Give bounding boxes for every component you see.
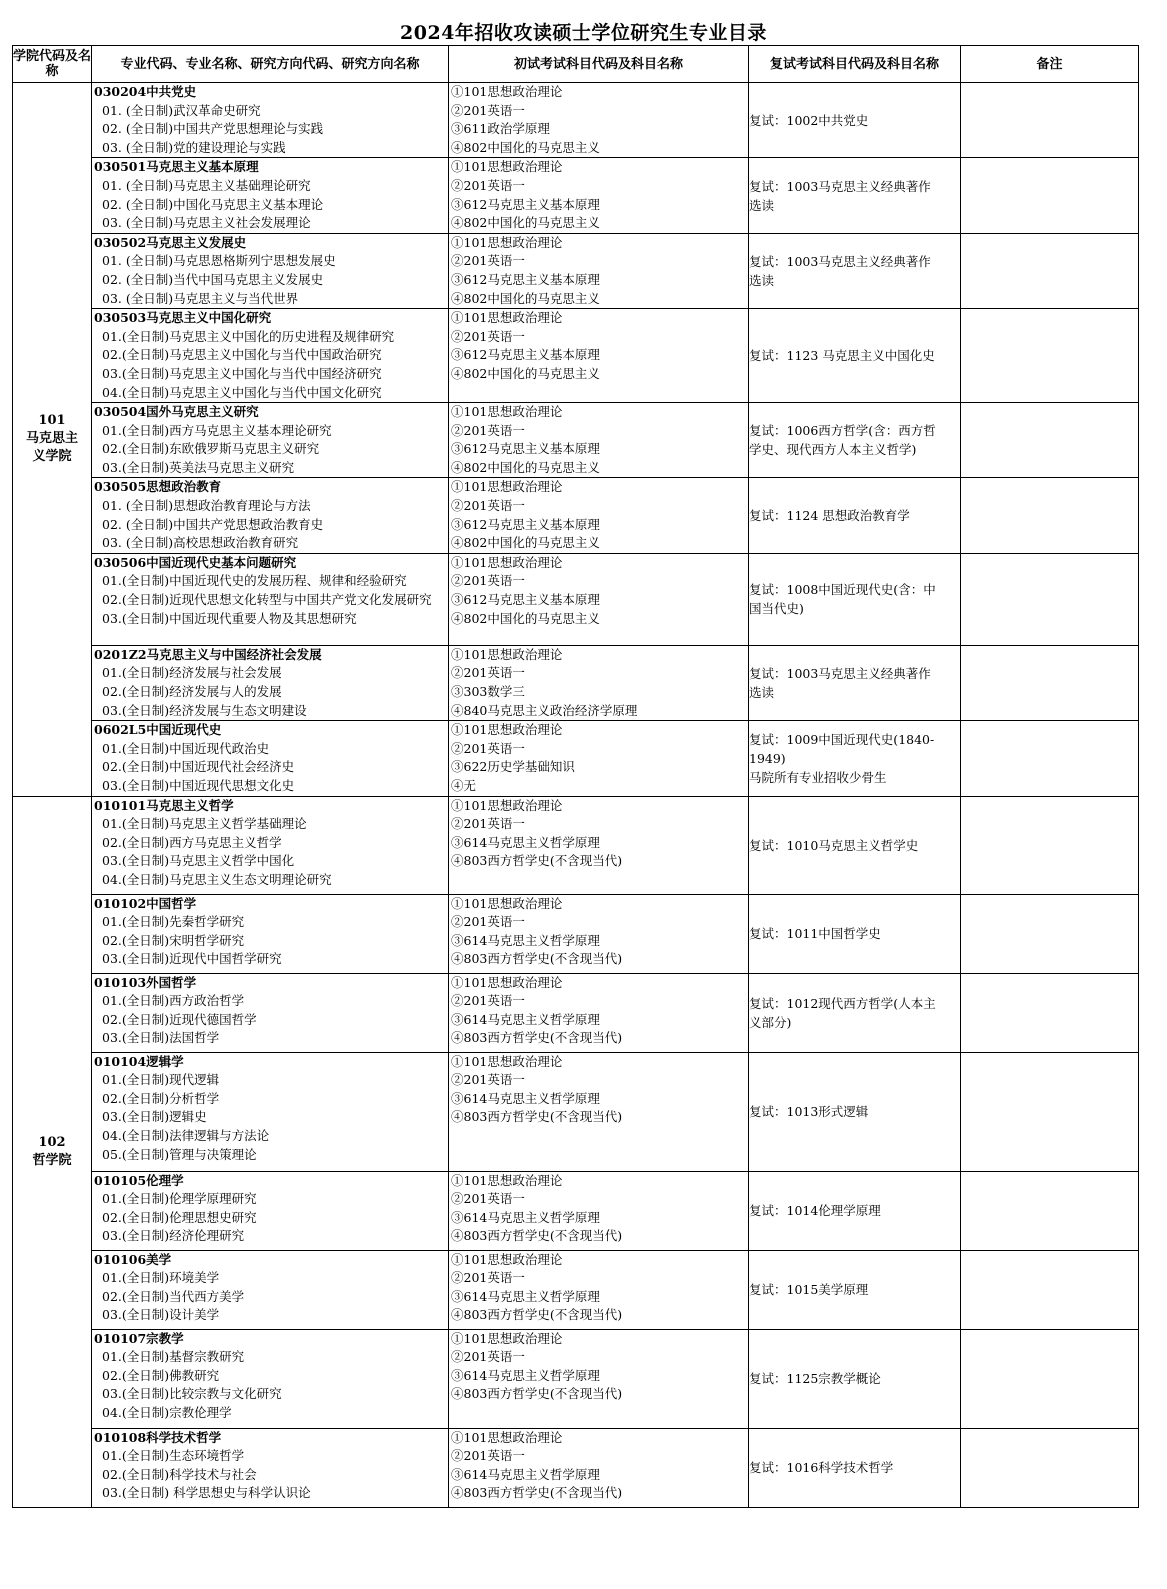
note-cell	[961, 1428, 1139, 1507]
header-major: 专业代码、专业名称、研究方向代码、研究方向名称	[92, 46, 449, 83]
catalog-table	[12, 45, 1139, 1508]
research-direction: 02.(全日制)分析哲学	[102, 1090, 220, 1106]
major-heading: 030505思想政治教育	[94, 479, 222, 495]
retest-cell	[749, 1171, 961, 1250]
major-row	[13, 403, 1139, 478]
research-direction: 02. (全日制)中国共产党思想政治教育史	[102, 516, 324, 532]
retest-cell	[749, 721, 961, 796]
header-retest: 复试考试科目代码及科目名称	[749, 46, 961, 83]
exam-subject: ①101思想政治理论	[451, 310, 563, 326]
retest-cell	[749, 309, 961, 403]
note-cell	[961, 309, 1139, 403]
retest-cell	[749, 1052, 961, 1171]
research-direction: 01.(全日制)生态环境哲学	[102, 1448, 245, 1464]
major-heading: 030506中国近现代史基本问题研究	[94, 554, 297, 570]
retest-line: 选读	[749, 685, 775, 701]
major-cell	[92, 478, 449, 553]
major-cell	[92, 1329, 449, 1428]
exam-subject: ③614马克思主义哲学原理	[451, 932, 600, 948]
research-direction: 04.(全日制)马克思主义生态文明理论研究	[102, 871, 332, 887]
major-cell	[92, 83, 449, 158]
research-direction: 01.(全日制)西方马克思主义基本理论研究	[102, 422, 332, 438]
exam-subject: ②201英语一	[451, 1448, 525, 1464]
major-row	[13, 553, 1139, 645]
research-direction: 01.(全日制)先秦哲学研究	[102, 914, 245, 930]
research-direction: 03.(全日制)经济发展与生态文明建设	[102, 702, 307, 718]
exam-subject: ①101思想政治理论	[451, 895, 563, 911]
exam-subject: ①101思想政治理论	[451, 1053, 563, 1069]
initial-exam-cell	[449, 553, 749, 645]
major-row	[13, 1428, 1139, 1507]
exam-subject: ③612马克思主义基本原理	[451, 196, 600, 212]
exam-subject: ③622历史学基础知识	[451, 759, 575, 775]
exam-subject: ①101思想政治理论	[451, 1251, 563, 1267]
exam-subject: ②201英语一	[451, 1191, 525, 1207]
exam-subject: ②201英语一	[451, 253, 525, 269]
exam-subject: ②201英语一	[451, 328, 525, 344]
retest-line: 复试：1123 马克思主义中国化史	[749, 348, 935, 364]
school-cell	[13, 796, 92, 1507]
research-direction: 02.(全日制)科学技术与社会	[102, 1466, 257, 1482]
exam-subject: ④无	[451, 778, 477, 793]
major-row	[13, 1052, 1139, 1171]
major-heading: 030501马克思主义基本原理	[94, 159, 259, 175]
school-cell	[13, 83, 92, 797]
exam-subject: ①101思想政治理论	[451, 479, 563, 495]
major-row	[13, 973, 1139, 1052]
research-direction: 01. (全日制)马克思主义基础理论研究	[102, 177, 311, 193]
research-direction: 02.(全日制)近现代思想文化转型与中国共产党文化发展研究	[102, 592, 432, 608]
retest-line: 复试：1011中国哲学史	[749, 926, 881, 942]
major-heading: 010107宗教学	[94, 1330, 184, 1346]
retest-cell	[749, 158, 961, 233]
exam-subject: ②201英语一	[451, 573, 525, 589]
research-direction: 03.(全日制)马克思主义哲学中国化	[102, 853, 295, 869]
note-cell	[961, 1329, 1139, 1428]
exam-subject: ④802中国化的马克思主义	[451, 459, 600, 475]
retest-line: 复试：1008中国近现代史(含：中	[749, 582, 936, 598]
initial-exam-cell	[449, 721, 749, 796]
exam-subject: ①101思想政治理论	[451, 974, 563, 990]
initial-exam-cell	[449, 894, 749, 973]
exam-subject: ④803西方哲学史(不含现当代)	[451, 1307, 623, 1323]
retest-line: 复试：1003马克思主义经典著作	[749, 253, 931, 269]
note-cell	[961, 894, 1139, 973]
initial-exam-cell	[449, 1428, 749, 1507]
exam-subject: ④802中国化的马克思主义	[451, 535, 600, 551]
research-direction: 03.(全日制)英美法马克思主义研究	[102, 459, 295, 475]
research-direction: 02.(全日制)佛教研究	[102, 1367, 220, 1383]
exam-subject: ①101思想政治理论	[451, 646, 563, 662]
major-cell	[92, 1171, 449, 1250]
note-cell	[961, 645, 1139, 720]
exam-subject: ④802中国化的马克思主义	[451, 365, 600, 381]
research-direction: 04.(全日制)马克思主义中国化与当代中国文化研究	[102, 384, 382, 400]
note-cell	[961, 478, 1139, 553]
research-direction: 03.(全日制)法国哲学	[102, 1030, 220, 1046]
exam-subject: ④803西方哲学史(不含现当代)	[451, 1030, 623, 1046]
header-initial-exam: 初试考试科目代码及科目名称	[449, 46, 749, 83]
retest-line: 复试：1002中共党史	[749, 112, 869, 128]
exam-subject: ④840马克思主义政治经济学原理	[451, 702, 638, 718]
research-direction: 02.(全日制)马克思主义中国化与当代中国政治研究	[102, 347, 382, 363]
retest-line: 复试：1016科学技术哲学	[749, 1460, 894, 1476]
research-direction: 02.(全日制)东欧俄罗斯马克思主义研究	[102, 441, 320, 457]
exam-subject: ③612马克思主义基本原理	[451, 441, 600, 457]
retest-cell	[749, 894, 961, 973]
major-cell	[92, 1428, 449, 1507]
exam-subject: ④802中国化的马克思主义	[451, 139, 600, 155]
research-direction: 03.(全日制)设计美学	[102, 1307, 220, 1323]
initial-exam-cell	[449, 973, 749, 1052]
note-cell	[961, 553, 1139, 645]
note-cell	[961, 83, 1139, 158]
major-row	[13, 721, 1139, 796]
major-row	[13, 645, 1139, 720]
exam-subject: ③614马克思主义哲学原理	[451, 834, 600, 850]
research-direction: 03.(全日制)马克思主义中国化与当代中国经济研究	[102, 365, 382, 381]
major-cell	[92, 973, 449, 1052]
retest-cell	[749, 1329, 961, 1428]
retest-cell	[749, 645, 961, 720]
exam-subject: ②201英语一	[451, 665, 525, 681]
retest-line: 义部分)	[749, 1014, 792, 1030]
retest-line: 复试：1012现代西方哲学(人本主	[749, 995, 936, 1011]
research-direction: 01.(全日制)马克思主义中国化的历史进程及规律研究	[102, 328, 395, 344]
major-heading: 010108科学技术哲学	[94, 1429, 222, 1445]
research-direction: 05.(全日制)管理与决策理论	[102, 1146, 257, 1162]
school-name: 马克思主义学院	[25, 431, 78, 465]
retest-line: 复试：1003马克思主义经典著作	[749, 666, 931, 682]
major-heading: 010103外国哲学	[94, 974, 197, 990]
research-direction: 02. (全日制)中国共产党思想理论与实践	[102, 121, 324, 137]
research-direction: 02.(全日制)经济发展与人的发展	[102, 684, 282, 700]
retest-line: 马院所有专业招收少骨生	[749, 769, 887, 785]
retest-line: 复试：1014伦理学原理	[749, 1203, 881, 1219]
exam-subject: ②201英语一	[451, 1349, 525, 1365]
research-direction: 02. (全日制)当代中国马克思主义发展史	[102, 271, 324, 287]
exam-subject: ③614马克思主义哲学原理	[451, 1090, 600, 1106]
exam-subject: ③614马克思主义哲学原理	[451, 1466, 600, 1482]
major-heading: 030502马克思主义发展史	[94, 234, 247, 250]
retest-line: 选读	[749, 272, 775, 288]
major-row	[13, 1250, 1139, 1329]
retest-line: 学史、现代西方人本主义哲学)	[749, 442, 917, 458]
initial-exam-cell	[449, 1329, 749, 1428]
initial-exam-cell	[449, 645, 749, 720]
major-cell	[92, 796, 449, 894]
research-direction: 01.(全日制)环境美学	[102, 1270, 220, 1286]
initial-exam-cell	[449, 1052, 749, 1171]
retest-cell	[749, 973, 961, 1052]
research-direction: 03.(全日制)逻辑史	[102, 1109, 207, 1125]
research-direction: 03. (全日制)马克思主义与当代世界	[102, 290, 299, 306]
exam-subject: ②201英语一	[451, 498, 525, 514]
exam-subject: ③614马克思主义哲学原理	[451, 1209, 600, 1225]
major-heading: 030504国外马克思主义研究	[94, 404, 259, 420]
exam-subject: ②201英语一	[451, 816, 525, 832]
research-direction: 03.(全日制) 科学思想史与科学认识论	[102, 1485, 311, 1501]
exam-subject: ②201英语一	[451, 740, 525, 756]
major-row	[13, 83, 1139, 158]
exam-subject: ②201英语一	[451, 102, 525, 118]
major-row	[13, 894, 1139, 973]
retest-cell	[749, 553, 961, 645]
major-heading: 030503马克思主义中国化研究	[94, 310, 272, 326]
retest-line: 复试：1124 思想政治教育学	[749, 508, 910, 524]
exam-subject: ④802中国化的马克思主义	[451, 610, 600, 626]
major-cell	[92, 553, 449, 645]
research-direction: 02.(全日制)宋明哲学研究	[102, 932, 245, 948]
major-cell	[92, 721, 449, 796]
research-direction: 01. (全日制)武汉革命史研究	[102, 102, 261, 118]
exam-subject: ①101思想政治理论	[451, 159, 563, 175]
research-direction: 01.(全日制)马克思主义哲学基础理论	[102, 816, 307, 832]
note-cell	[961, 1250, 1139, 1329]
major-row	[13, 796, 1139, 894]
major-cell	[92, 1052, 449, 1171]
research-direction: 03.(全日制)经济伦理研究	[102, 1228, 245, 1244]
retest-cell	[749, 478, 961, 553]
exam-subject: ①101思想政治理论	[451, 554, 563, 570]
major-heading: 010105伦理学	[94, 1172, 184, 1188]
retest-line: 国当代史)	[749, 601, 804, 617]
exam-subject: ③614马克思主义哲学原理	[451, 1288, 600, 1304]
initial-exam-cell	[449, 233, 749, 308]
research-direction: 02.(全日制)中国近现代社会经济史	[102, 759, 295, 775]
note-cell	[961, 796, 1139, 894]
major-cell	[92, 645, 449, 720]
exam-subject: ①101思想政治理论	[451, 404, 563, 420]
header-row	[13, 46, 1139, 83]
major-heading: 030204中共党史	[94, 84, 197, 99]
retest-cell	[749, 233, 961, 308]
retest-cell	[749, 1428, 961, 1507]
research-direction: 01.(全日制)现代逻辑	[102, 1072, 220, 1088]
research-direction: 03.(全日制)比较宗教与文化研究	[102, 1386, 282, 1402]
major-row	[13, 1171, 1139, 1250]
exam-subject: ④803西方哲学史(不含现当代)	[451, 1386, 623, 1402]
initial-exam-cell	[449, 796, 749, 894]
retest-line: 复试：1006西方哲学(含：西方哲	[749, 423, 936, 439]
exam-subject: ②201英语一	[451, 1072, 525, 1088]
exam-subject: ①101思想政治理论	[451, 722, 563, 738]
research-direction: 01.(全日制)经济发展与社会发展	[102, 665, 282, 681]
note-cell	[961, 403, 1139, 478]
exam-subject: ④803西方哲学史(不含现当代)	[451, 951, 623, 967]
research-direction: 02.(全日制)当代西方美学	[102, 1288, 245, 1304]
exam-subject: ④803西方哲学史(不含现当代)	[451, 1485, 623, 1501]
exam-subject: ①101思想政治理论	[451, 1429, 563, 1445]
exam-subject: ③612马克思主义基本原理	[451, 516, 600, 532]
initial-exam-cell	[449, 403, 749, 478]
exam-subject: ④802中国化的马克思主义	[451, 215, 600, 231]
note-cell	[961, 158, 1139, 233]
research-direction: 02.(全日制)伦理思想史研究	[102, 1209, 257, 1225]
major-heading: 010102中国哲学	[94, 895, 197, 911]
school-code: 101	[38, 413, 66, 429]
research-direction: 03.(全日制)中国近现代重要人物及其思想研究	[102, 610, 357, 626]
exam-subject: ②201英语一	[451, 422, 525, 438]
retest-line: 复试：1010马克思主义哲学史	[749, 837, 919, 853]
exam-subject: ④803西方哲学史(不含现当代)	[451, 853, 623, 869]
retest-line: 复试：1003马克思主义经典著作	[749, 178, 931, 194]
retest-cell	[749, 403, 961, 478]
major-cell	[92, 158, 449, 233]
school-name: 哲学院	[32, 1152, 72, 1168]
retest-line: 复试：1013形式逻辑	[749, 1104, 869, 1120]
exam-subject: ②201英语一	[451, 1270, 525, 1286]
exam-subject: ④803西方哲学史(不含现当代)	[451, 1228, 623, 1244]
exam-subject: ②201英语一	[451, 993, 525, 1009]
exam-subject: ③612马克思主义基本原理	[451, 592, 600, 608]
exam-subject: ③614马克思主义哲学原理	[451, 1011, 600, 1027]
major-cell	[92, 1250, 449, 1329]
header-school: 学院代码及名称	[13, 46, 92, 83]
retest-line: 1949)	[749, 750, 786, 766]
major-heading: 010104逻辑学	[94, 1053, 184, 1069]
initial-exam-cell	[449, 309, 749, 403]
exam-subject: ②201英语一	[451, 177, 525, 193]
research-direction: 01.(全日制)基督宗教研究	[102, 1349, 245, 1365]
research-direction: 03.(全日制)近现代中国哲学研究	[102, 951, 282, 967]
research-direction: 01.(全日制)伦理学原理研究	[102, 1191, 257, 1207]
major-row	[13, 1329, 1139, 1428]
research-direction: 02.(全日制)近现代德国哲学	[102, 1011, 257, 1027]
exam-subject: ①101思想政治理论	[451, 234, 563, 250]
initial-exam-cell	[449, 158, 749, 233]
major-cell	[92, 894, 449, 973]
major-cell	[92, 233, 449, 308]
major-cell	[92, 309, 449, 403]
retest-line: 复试：1015美学原理	[749, 1282, 869, 1298]
school-code: 102	[38, 1134, 66, 1150]
major-row	[13, 478, 1139, 553]
research-direction: 03. (全日制)党的建设理论与实践	[102, 139, 286, 155]
research-direction: 01.(全日制)中国近现代史的发展历程、规律和经验研究	[102, 573, 407, 589]
note-cell	[961, 1171, 1139, 1250]
exam-subject: ④802中国化的马克思主义	[451, 290, 600, 306]
research-direction: 03. (全日制)高校思想政治教育研究	[102, 535, 299, 551]
research-direction: 03.(全日制)中国近现代思想文化史	[102, 778, 295, 793]
initial-exam-cell	[449, 478, 749, 553]
major-cell	[92, 403, 449, 478]
exam-subject: ①101思想政治理论	[451, 1172, 563, 1188]
initial-exam-cell	[449, 1171, 749, 1250]
exam-subject: ④803西方哲学史(不含现当代)	[451, 1109, 623, 1125]
research-direction: 03. (全日制)马克思主义社会发展理论	[102, 215, 311, 231]
major-heading: 010106美学	[94, 1251, 172, 1267]
exam-subject: ③614马克思主义哲学原理	[451, 1367, 600, 1383]
note-cell	[961, 233, 1139, 308]
retest-line: 选读	[749, 197, 775, 213]
research-direction: 04.(全日制)法律逻辑与方法论	[102, 1127, 270, 1143]
exam-subject: ③612马克思主义基本原理	[451, 271, 600, 287]
exam-subject: ②201英语一	[451, 914, 525, 930]
retest-cell	[749, 83, 961, 158]
major-row	[13, 158, 1139, 233]
retest-cell	[749, 1250, 961, 1329]
major-heading: 0201Z2马克思主义与中国经济社会发展	[94, 646, 322, 662]
research-direction: 01.(全日制)中国近现代政治史	[102, 740, 270, 756]
exam-subject: ③303数学三	[451, 684, 525, 700]
research-direction: 01.(全日制)西方政治哲学	[102, 993, 245, 1009]
exam-subject: ①101思想政治理论	[451, 84, 563, 99]
initial-exam-cell	[449, 1250, 749, 1329]
research-direction: 02.(全日制)西方马克思主义哲学	[102, 834, 282, 850]
research-direction: 01. (全日制)思想政治教育理论与方法	[102, 498, 311, 514]
exam-subject: ①101思想政治理论	[451, 1330, 563, 1346]
initial-exam-cell	[449, 83, 749, 158]
note-cell	[961, 721, 1139, 796]
retest-line: 复试：1009中国近现代史(1840-	[749, 731, 935, 747]
major-heading: 010101马克思主义哲学	[94, 797, 234, 813]
retest-line: 复试：1125宗教学概论	[749, 1371, 881, 1387]
page-title: 2024年招收攻读硕士学位研究生专业目录	[400, 22, 767, 44]
major-row	[13, 309, 1139, 403]
research-direction: 02. (全日制)中国化马克思主义基本理论	[102, 196, 324, 212]
research-direction: 01. (全日制)马克思恩格斯列宁思想发展史	[102, 253, 336, 269]
major-heading: 0602L5中国近现代史	[94, 722, 222, 738]
note-cell	[961, 1052, 1139, 1171]
research-direction: 04.(全日制)宗教伦理学	[102, 1404, 232, 1420]
exam-subject: ③611政治学原理	[451, 121, 550, 137]
header-note: 备注	[961, 46, 1139, 83]
note-cell	[961, 973, 1139, 1052]
major-row	[13, 233, 1139, 308]
exam-subject: ③612马克思主义基本原理	[451, 347, 600, 363]
exam-subject: ①101思想政治理论	[451, 797, 563, 813]
retest-cell	[749, 796, 961, 894]
